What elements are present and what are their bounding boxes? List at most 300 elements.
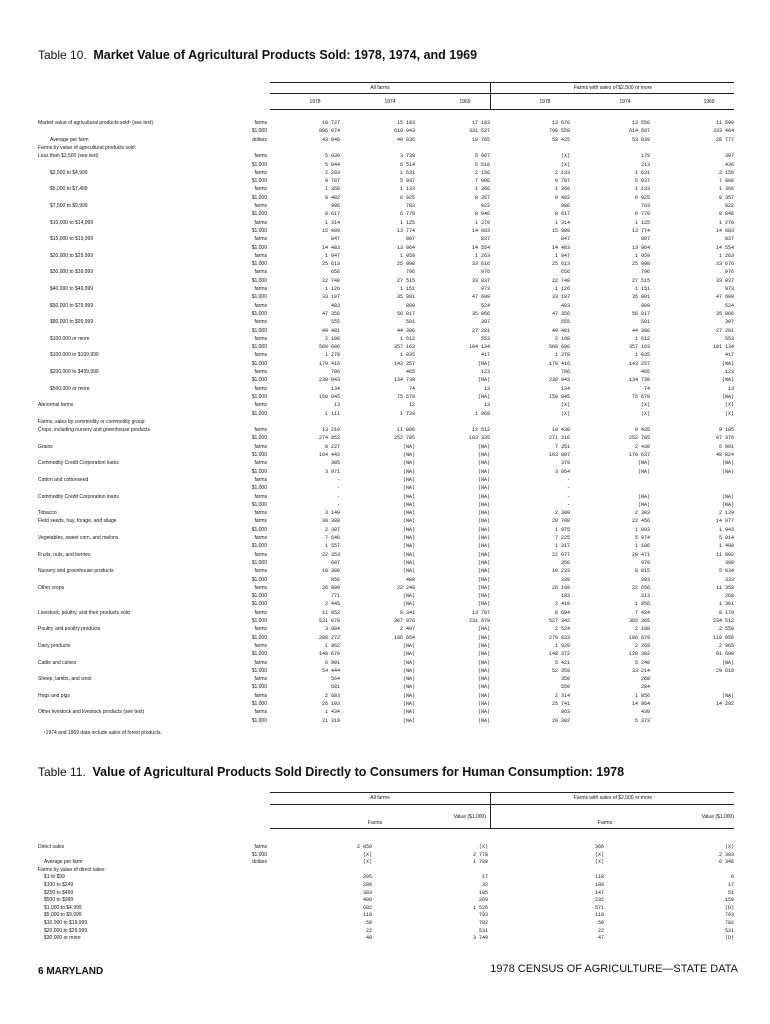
table10-cell: (NA) [637,501,650,508]
table10-cell: 58 425 [551,136,570,143]
table10-cell: 8 357 [718,194,734,201]
table10-cell: 5 034 [718,568,734,575]
table10-cell: 143 257 [628,360,650,367]
table10-cell: 14 483 [551,244,570,251]
table10-cell: 837 [724,236,734,243]
table10-cell: 120 302 [628,651,650,658]
table10-row-label: $200,000 to $499,999 [50,369,99,375]
table10-row-unit: farms [254,551,267,558]
table10-cell: (NA) [477,377,490,384]
table10-cell: 2 524 [554,626,570,633]
table10-cell: 331 537 [468,128,490,135]
table10-cell: 26 193 [321,701,340,707]
table11-cell: (X) [594,859,604,866]
table10-cell: (NA) [477,510,490,517]
table10-cell: 6 925 [399,194,415,201]
table10-cell: (NA) [477,576,490,583]
table10-cell: 11 052 [321,609,340,616]
table11-row-unit: farms [254,844,267,850]
table10-row-unit: $1,000 [251,485,267,492]
table10-cell: 33 616 [471,261,490,268]
page-number-state: 6 MARYLAND [38,966,104,977]
table10-cell: 134 730 [393,377,415,384]
table10-row-label: Grains [38,443,53,450]
table11-cell: 303 [362,889,372,896]
table10-cell: 2 380 [554,510,570,517]
table11-cell: 682 [362,904,372,911]
table10-cell: 11 892 [715,551,734,558]
table10-cell: 75 678 [396,393,415,400]
table11-mid-rule [270,804,734,805]
table10-cell: (NA) [402,593,415,600]
table10-cell: 252 785 [628,435,650,442]
table10-cell: 5 944 [324,161,340,168]
table10-row-unit: $1,000 [251,161,267,168]
table10-cell: 856 [330,576,340,583]
table10-cell: 568 606 [318,344,340,351]
table10-cell: 104 134 [468,344,490,351]
table10-cell: (NA) [402,568,415,575]
table10-number: Table 10. [38,48,87,62]
table10-cell: 553 [480,335,490,342]
table10-cell: 1 093 [634,526,650,533]
table10-year-col: 1969 [459,99,471,105]
table11-cell: (D) [724,904,734,911]
table10-cell: 796 [405,269,415,276]
table10-cell: 1 943 [718,526,734,533]
table10-row-label: Market value of agricultural products sold¹ (see text) [38,120,154,126]
table10-cell: 5 914 [718,535,734,541]
table10-row-unit: farms [254,642,267,649]
table10-cell: (NA) [721,659,734,666]
table10-cell: 74 [408,385,415,392]
table10-cell: 279 833 [548,634,570,641]
table10-cell: (X) [640,402,650,409]
table10-cell: 307 [480,319,490,326]
table10-cell: (X) [640,410,650,417]
table10-cell: 2 497 [399,626,415,633]
table10-group-sub: Farms with sales of $2,500 or more [573,85,653,91]
table10-cell: (X) [724,410,734,417]
table10-row-unit: $1,000 [251,244,267,251]
table10-cell: 9 707 [324,178,340,185]
table10-group-all: All farms [370,85,390,91]
table10-row-label: $5,000 to $7,499 [50,186,88,193]
table11-cell: 32 [481,882,488,888]
table10-row-unit: $1,000 [251,651,267,658]
table10-cell: 47 609 [715,294,734,301]
table10-cell: 2 269 [634,642,650,649]
table10-cell: 40 836 [396,136,415,143]
table10-cell: 25 613 [551,261,570,268]
table10-cell: 6 925 [634,194,650,201]
table10-cell: 1 125 [634,219,650,226]
table10-cell: 25 613 [321,261,340,268]
table10-cell: 1 962 [324,642,340,649]
table10-cell: 3 739 [399,153,415,160]
table10-cell: 186 679 [628,634,650,641]
table10-cell: 1 035 [634,352,650,359]
table11-cell: 2 050 [356,844,372,850]
table10-row-unit: $1,000 [251,294,267,301]
table10-cell: (NA) [402,510,415,517]
table10-cell: 524 [724,302,734,309]
table11-row-label: $30,000 or more [44,935,81,942]
table10-cell: (NA) [637,493,650,500]
table10-cell: 3 971 [324,468,340,475]
table11-cell: 51 [727,889,734,896]
table10-cell: (NA) [402,717,415,724]
table10-cell: 1 366 [718,186,734,193]
table10-cell: (NA) [477,468,490,475]
table10-row-unit: farms [254,609,267,616]
table10-cell: 5 937 [399,178,415,185]
table10-cell: 2 129 [718,510,734,517]
table10-cell: 2 550 [718,626,734,633]
table10-cell: 2 133 [554,169,570,176]
table11-cell: 108 [594,882,604,888]
table10-row-unit: farms [254,443,267,450]
table10-cell: 28 777 [715,136,734,143]
table10-cell: 75 678 [631,393,650,400]
table10-cell: 786 [330,369,340,375]
table10-cell: 134 730 [628,377,650,384]
table10-cell: 110 956 [712,634,734,641]
table10-cell: (NA) [402,701,415,707]
table10-cell: 21 319 [321,717,340,724]
table10-cell: 49 401 [551,327,570,334]
table10-cell: (NA) [477,593,490,600]
table10-cell: 12 512 [471,427,490,434]
table10-cell: 7 351 [554,443,570,450]
table10-cell: 7 806 [474,178,490,185]
table11-cell: 1 526 [472,904,488,911]
table10-cell: 922 [480,203,490,209]
table10-cell: - [566,493,570,500]
table10-cell: 164 442 [318,452,340,458]
table10-cell: 43 046 [321,136,340,143]
table10-row-unit: $1,000 [251,227,267,234]
table10-cell: 7 646 [324,535,340,541]
table10-cell: 5 974 [634,535,650,541]
table10-cell: (NA) [402,601,415,608]
table10-cell: 1 856 [634,601,650,608]
table11-title [38,765,624,779]
table11-cell: 105 [478,889,488,896]
table11-cell: 3 749 [472,935,488,942]
table10-cell: (NA) [402,535,415,541]
table10-cell: 179 [640,153,650,160]
table10-cell: 6 991 [324,659,340,666]
table10-row-unit: $1,000 [251,360,267,367]
table10-cell: 35 991 [631,294,650,301]
table10-cell: 5 421 [554,659,570,666]
table10-cell: 47 356 [321,310,340,317]
table10-cell: (NA) [477,551,490,558]
table10-cell: 183 [560,593,570,600]
table10-cell: 10 430 [551,427,570,434]
table10-cell: 33 197 [321,294,340,301]
table10-row-label: Farms, sales by commodity or commodity group: [38,418,146,425]
table10-cell: 863 [560,709,570,716]
table10-cell: (NA) [402,476,415,483]
table10-cell: 14 864 [631,701,650,707]
table10-cell: 531 078 [318,618,340,624]
table10-cell: 53 039 [631,136,650,143]
table10-cell: 8 617 [324,211,340,218]
table10-cell: (NA) [402,659,415,666]
table10-row-unit: $1,000 [251,618,267,624]
table10-cell: (NA) [721,377,734,384]
table10-row-unit: farms [254,584,267,591]
table10-cell: 986 [330,203,340,209]
table10-group-divider [490,82,491,110]
table10-cell: (NA) [721,393,734,400]
table10-cell: - [336,493,340,500]
table10-cell: 2 156 [718,169,734,176]
table11-cell: 22 [365,927,372,934]
table10-cell: 1 035 [399,352,415,359]
table11-cell: (D) [724,935,734,942]
table11-cell: 400 [362,897,372,904]
table10-cell: 555 [560,319,570,326]
table10-row-unit: $1,000 [251,559,267,566]
table11-cell: 2 303 [718,851,734,858]
table10-cell: (NA) [402,543,415,550]
table10-cell: (NA) [477,543,490,550]
table10-row-unit: $1,000 [251,178,267,185]
table11-row-unit: $1,000 [251,851,267,858]
table10-cell: (NA) [477,476,490,483]
table10-row-unit: $1,000 [251,501,267,508]
table11-cell: (X) [362,859,372,866]
table10-year-col: 1974 [619,99,631,105]
table10-cell: (NA) [721,692,734,699]
table10-cell: 13 774 [631,227,650,234]
table10-cell: 393 [640,576,650,583]
table10-cell: 555 [330,319,340,326]
table10-cell: 6 991 [718,443,734,450]
table10-cell: (NA) [402,667,415,674]
table10-cell: 13 [483,385,490,392]
table10-title [38,48,477,62]
table10-cell: 14 683 [471,227,490,234]
table10-row-unit: farms [254,385,267,392]
table10-cell: 1 270 [474,219,490,226]
table10-cell: 357 163 [393,344,415,351]
table10-row-label: Cotton and cottonseed [38,476,89,483]
table10-cell: (NA) [477,692,490,699]
table11-cell: 22 [597,927,604,934]
table10-cell: 1 314 [324,219,340,226]
table10-cell: 33 837 [471,277,490,284]
table10-cell: 771 [330,593,340,600]
table10-row-unit: $1,000 [251,310,267,317]
table10-cell: 9 482 [554,194,570,201]
table10-row-label: Dairy products [38,642,71,649]
table10-row-label: Nursery and greenhouse products [38,568,114,575]
table10-row-label: Less than $2,500 (see text) [38,153,99,160]
table10-cell: 1 111 [324,410,340,417]
table10-cell: 465 [405,369,415,375]
table10-cell: 234 512 [712,618,734,624]
table10-cell: 806 074 [318,128,340,135]
table10-cell: (NA) [477,634,490,641]
table11-row-unit: dollars [252,859,267,866]
table10-cell: 1 366 [474,186,490,193]
table10-cell: (NA) [477,659,490,666]
table10-cell: (X) [560,153,570,160]
table10-cell: 179 416 [318,360,340,367]
table10-row-unit: $1,000 [251,435,267,442]
table10-cell: 922 [724,203,734,209]
table11-cell: 147 [594,889,604,896]
table10-cell: (NA) [721,460,734,467]
table10-cell: 33 676 [715,261,734,268]
table11-cell: 531 [724,927,734,934]
table10-cell: 44 396 [396,327,415,334]
table10-cell: 783 [405,203,415,209]
table10-cell: 1 075 [554,526,570,533]
table10-cell: (NA) [477,701,490,707]
table10-cell: (NA) [402,709,415,716]
table10-cell: 13 [483,402,490,409]
table10-cell: 2 198 [324,335,340,342]
table10-row-label: Commodity Credit Corporation loans [38,460,119,467]
table11-col-head: Value ($1,000) [453,814,486,820]
table10-cell: - [566,476,570,483]
table10-row-label: Abnormal farms [38,402,74,409]
table10-row-unit: farms [254,518,267,525]
table10-top-rule [270,82,734,83]
table10-cell: 14 554 [471,244,490,251]
table10-cell: 847 [560,236,570,243]
table10-cell: 150 045 [548,393,570,400]
table11-cell: 1 789 [472,859,488,866]
table11-cell: 118 [594,912,604,919]
table10-cell: 22 740 [551,277,570,284]
table10-cell: (NA) [637,468,650,475]
table10-row-unit: farms [254,302,267,309]
table10-cell: 186 654 [393,634,415,641]
table10-row-unit: farms [254,460,267,467]
table10-cell: 12 [408,402,415,409]
table10-row-unit: farms [254,659,267,666]
table10-cell: (NA) [477,535,490,541]
table10-cell: 13 964 [396,244,415,251]
table10-cell: 1 631 [634,169,650,176]
table10-cell: 15 183 [396,120,415,126]
table10-cell: 35 866 [715,310,734,317]
table10-cell: 239 943 [548,377,570,384]
table10-row-unit: farms [254,286,267,292]
table10-cell: 1 133 [399,186,415,193]
table10-cell: 29 610 [715,667,734,674]
table10-row-unit: farms [254,676,267,683]
table10-cell: 5 967 [474,153,490,160]
table10-row-unit: $1,000 [251,684,267,691]
table10-row-label: Tobacco [38,510,57,517]
table10-cell: 607 [330,559,340,566]
table10-cell: 13 676 [551,120,570,126]
table10-cell: 103 335 [468,435,490,442]
table10-cell: 22 456 [631,518,650,525]
table10-cell: 357 163 [628,344,650,351]
table10-cell: 2 410 [554,601,570,608]
census-footer: 1978 CENSUS OF AGRICULTURE—STATE DATA [490,963,738,975]
table11-group-divider [490,792,491,828]
table10-cell: 619 943 [393,128,415,135]
table10-cell: 22 353 [321,551,340,558]
table10-cell: 9 341 [399,609,415,616]
table10-row-label: $500,000 or more [50,385,90,392]
table10-row-unit: $1,000 [251,344,267,351]
table10-cell: 271 216 [548,435,570,442]
table10-cell: 1 434 [324,709,340,716]
table10-cell: 1 133 [634,186,650,193]
table10-cell: 385 [330,460,340,467]
table10-cell: 2 314 [554,692,570,699]
table10-cell: 20 302 [551,717,570,724]
table10-row-unit: $1,000 [251,211,267,218]
table10-cell: 252 785 [393,435,415,442]
table10-cell: 8 046 [718,211,734,218]
table10-row-unit: farms [254,186,267,193]
table10-cell: 25 998 [396,261,415,268]
table11-row-label: Direct sales [38,844,65,850]
table10-cell: (NA) [477,717,490,724]
table11-col-head: Farms [597,820,613,826]
table11-row-label: $20,000 to $29,999 [44,927,88,934]
table10-cell: 101 134 [712,344,734,351]
table10-cell: 8 179 [718,609,734,616]
table10-row-unit: farms [254,709,267,716]
table11-cell: 571 [594,904,604,911]
table10-cell: 527 342 [548,618,570,624]
table10-cell: 268 [640,676,650,683]
table11-cell: 6 [730,874,734,881]
table11-cell: 366 [594,844,604,850]
table10-cell: 6 514 [399,161,415,168]
table11-header-bottom-rule [270,828,734,829]
table10-row-unit: farms [254,169,267,176]
table10-cell: 52 359 [551,667,570,674]
table10-cell: 47 356 [551,310,570,317]
table10-row-unit: farms [254,269,267,276]
table10-row-unit: farms [254,236,267,243]
table10-cell: (NA) [402,501,415,508]
table11-row-label: $1,000 to $4,999 [44,904,82,911]
table10-cell: 134 [560,385,570,392]
table10-cell: 13 210 [321,427,340,434]
table10-row-unit: $1,000 [251,277,267,284]
table10-cell: 973 [480,286,490,292]
table10-cell: 123 [480,369,490,375]
table10-cell: 8 357 [474,194,490,201]
table11-cell: 782 [478,920,488,926]
table10-cell: 807 [640,236,650,243]
table10-cell: 7 424 [634,609,650,616]
table10-cell: 26 160 [551,584,570,591]
table11-cell: 118 [362,912,372,919]
table10-cell: 2 965 [718,642,734,649]
table10-cell: (NA) [477,485,490,492]
table10-row-unit: farms [254,476,267,483]
table11-cell: 50 [597,920,604,926]
table10-row-label: Other crops [38,584,65,591]
table10-cell: (NA) [721,468,734,475]
table10-cell: 365 365 [628,618,650,624]
